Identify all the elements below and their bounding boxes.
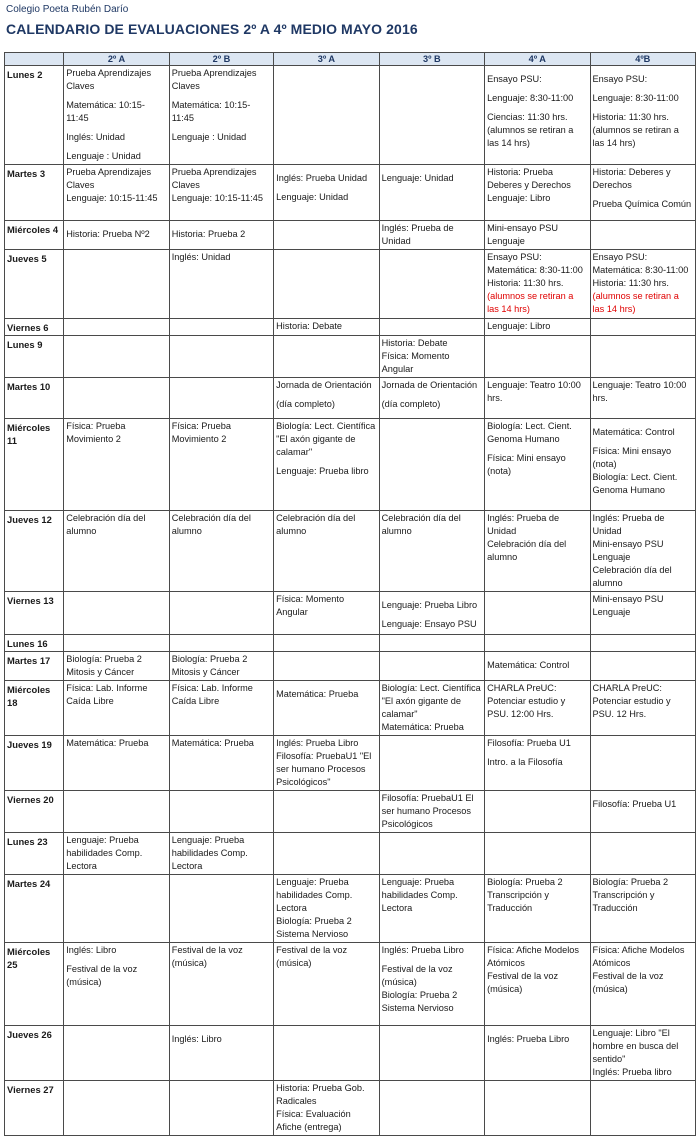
evaluation-cell [64, 336, 169, 378]
evaluation-cell [64, 419, 169, 511]
evaluation-text: Festival de la voz (música) [171, 945, 243, 968]
evaluation-cell [485, 165, 590, 221]
evaluation-cell [590, 791, 695, 833]
evaluation-cell [485, 681, 590, 736]
evaluation-cell [169, 1081, 273, 1136]
evaluation-cell [379, 1026, 484, 1081]
evaluation-text: Jornada de Orientación [276, 380, 372, 390]
evaluation-text: Historia: Debate [381, 338, 448, 348]
evaluation-text: Inglés: Prueba Libro [381, 945, 464, 955]
evaluation-cell [169, 875, 273, 943]
evaluation-cell [64, 652, 169, 681]
evaluation-cell [169, 736, 273, 791]
day-label: Jueves 19 [5, 736, 64, 791]
evaluation-text: Lenguaje: 10:15-11:45 [171, 193, 263, 203]
table-row [5, 221, 696, 250]
evaluation-text: Matemática: 8:30-11:00 [487, 265, 583, 275]
evaluation-text: Física: Mini ensayo (nota) [592, 446, 672, 469]
warning-text: (alumnos se retiran a las 14 hrs) [487, 291, 574, 314]
evaluation-text: Física: Lab. Informe Caída Libre [171, 683, 253, 706]
evaluation-cell [64, 833, 169, 875]
evaluation-text: Inglés: Prueba Libro [487, 1034, 570, 1044]
column-header-course: 2º B [169, 53, 273, 66]
evaluation-cell [274, 736, 379, 791]
evaluation-text: Festival de la voz (música) [592, 971, 664, 994]
evaluation-text: Inglés: Libro [171, 1034, 222, 1044]
day-label: Lunes 2 [5, 66, 64, 165]
evaluation-cell [485, 250, 590, 319]
evaluation-text: Matemática: 10:15-11:45 [66, 100, 145, 123]
evaluation-text: Ensayo PSU: [487, 74, 542, 84]
evaluation-cell [379, 943, 484, 1026]
evaluation-text: Matemática: 8:30-11:00 [592, 265, 689, 275]
evaluation-cell [274, 875, 379, 943]
evaluation-text: Lenguaje: Ensayo PSU [381, 619, 477, 629]
evaluation-cell [485, 592, 590, 635]
evaluation-cell [169, 1026, 273, 1081]
evaluation-text: Lenguaje: Unidad [381, 173, 454, 183]
evaluation-cell [64, 319, 169, 336]
evaluation-text: Historia: 11:30 hrs. [592, 278, 669, 288]
evaluation-text: Matemática: 10:15-11:45 [171, 100, 251, 123]
page-title: CALENDARIO DE EVALUACIONES 2º A 4º MEDIO MAYO 2016 [6, 21, 418, 37]
evaluation-text: Matemática: Prueba [66, 738, 149, 748]
table-row [5, 511, 696, 592]
evaluation-cell [274, 635, 379, 652]
evaluation-cell [64, 1081, 169, 1136]
evaluation-text: Lenguaje: Libro "El hombre en busca del sentido" [592, 1028, 679, 1064]
evaluation-text: Festival de la voz (música) [276, 945, 348, 968]
evaluation-cell [274, 221, 379, 250]
evaluation-text: Celebración día del alumno [171, 513, 251, 536]
evaluation-text: Biología: Prueba 2 Mitosis y Cáncer [171, 654, 248, 677]
day-label: Lunes 23 [5, 833, 64, 875]
evaluation-cell [64, 875, 169, 943]
evaluation-text: Inglés: Prueba Libro [276, 738, 359, 748]
table-row [5, 336, 696, 378]
day-label: Martes 17 [5, 652, 64, 681]
evaluation-cell [590, 943, 695, 1026]
evaluation-text: Celebración día del alumno [487, 539, 567, 562]
evaluation-cell [64, 250, 169, 319]
evaluation-text: Matemática: Prueba [171, 738, 254, 748]
evaluation-text: Lenguaje: Prueba habilidades Comp. Lectora [276, 877, 353, 913]
evaluation-text: Lenguaje: 8:30-11:00 [592, 93, 679, 103]
evaluation-text: Biología: Prueba 2 Transcripción y Traducción [592, 877, 669, 913]
evaluation-cell [64, 736, 169, 791]
evaluation-text: Biología: Lect. Científica "El axón gigante de calamar" [381, 683, 481, 719]
table-row [5, 378, 696, 419]
evaluation-cell [64, 791, 169, 833]
evaluation-text: Lenguaje : Unidad [171, 132, 247, 142]
evaluation-text: Inglés: Prueba de Unidad [487, 513, 560, 536]
table-row [5, 635, 696, 652]
table-row [5, 736, 696, 791]
evaluation-cell [590, 165, 695, 221]
evaluation-text: Intro. a la Filosofía [487, 757, 563, 767]
column-header-course: 3º B [379, 53, 484, 66]
evaluation-cell [274, 250, 379, 319]
evaluation-cell [169, 378, 273, 419]
evaluation-text: Prueba Aprendizajes Claves [171, 68, 257, 91]
evaluation-cell [590, 419, 695, 511]
school-name: Colegio Poeta Rubén Darío [6, 4, 129, 15]
evaluation-cell [169, 791, 273, 833]
evaluation-cell [590, 221, 695, 250]
evaluation-text: Jornada de Orientación [381, 380, 478, 390]
evaluation-cell [590, 66, 695, 165]
evaluation-cell [485, 652, 590, 681]
evaluation-text: Historia: Prueba 2 [171, 229, 246, 239]
evaluation-cell [64, 1026, 169, 1081]
evaluation-text: Inglés: Prueba Unidad [276, 173, 368, 183]
evaluation-text: Lenguaje: Prueba libro [276, 466, 369, 476]
day-label: Miércoles 25 [5, 943, 64, 1026]
evaluation-text: Mini-ensayo PSU Lenguaje [592, 539, 664, 562]
evaluation-text: Biología: Lect. Cient. Genoma Humano [487, 421, 572, 444]
day-label: Viernes 20 [5, 791, 64, 833]
evaluation-text: Física: Afiche Modelos Atómicos [592, 945, 685, 968]
evaluation-text: Celebración día del alumno [276, 513, 356, 536]
evaluation-cell [379, 66, 484, 165]
calendar-table [4, 52, 696, 1136]
evaluation-cell [274, 943, 379, 1026]
evaluation-text: Biología: Lect. Científica "El axón gigante de calamar" [276, 421, 376, 457]
evaluation-text: CHARLA PreUC: Potenciar estudio y PSU. 12:00 Hrs. [487, 683, 566, 719]
evaluation-cell [64, 681, 169, 736]
evaluation-cell [379, 875, 484, 943]
table-row [5, 943, 696, 1026]
evaluation-cell [379, 1081, 484, 1136]
evaluation-cell [64, 943, 169, 1026]
evaluation-text: Ensayo PSU: [592, 252, 648, 262]
day-label: Miércoles 4 [5, 221, 64, 250]
evaluation-text: Biología: Prueba 2 Sistema Nervioso [276, 916, 352, 939]
day-label: Miércoles 11 [5, 419, 64, 511]
evaluation-cell [274, 652, 379, 681]
evaluation-text: Inglés: Unidad [171, 252, 231, 262]
evaluation-text: Festival de la voz (música) [66, 964, 138, 987]
day-label: Jueves 26 [5, 1026, 64, 1081]
evaluation-text: Festival de la voz (música) [487, 971, 559, 994]
column-header-day [5, 53, 64, 66]
column-header-row [5, 53, 696, 66]
evaluation-text: Ensayo PSU: [592, 74, 648, 84]
day-label: Jueves 12 [5, 511, 64, 592]
evaluation-text: Biología: Prueba 2 Sistema Nervioso [381, 990, 458, 1013]
evaluation-text: Celebración día del alumno [66, 513, 146, 536]
evaluation-cell [169, 250, 273, 319]
evaluation-cell [274, 319, 379, 336]
evaluation-text: Física: Afiche Modelos Atómicos [487, 945, 579, 968]
evaluation-text: Prueba Aprendizajes Claves [171, 167, 257, 190]
evaluation-cell [590, 250, 695, 319]
column-header-course: 3º A [274, 53, 379, 66]
calendar-body [5, 66, 696, 1136]
evaluation-cell [274, 1081, 379, 1136]
evaluation-cell [590, 652, 695, 681]
column-header-course: 2º A [64, 53, 169, 66]
evaluation-cell [485, 736, 590, 791]
evaluation-text: Historia: Debate [276, 321, 343, 331]
day-label: Viernes 13 [5, 592, 64, 635]
day-label: Miércoles 18 [5, 681, 64, 736]
evaluation-cell [274, 833, 379, 875]
evaluation-cell [169, 165, 273, 221]
evaluation-text: (día completo) [381, 399, 441, 409]
evaluation-text: Lenguaje: Libro [487, 193, 551, 203]
evaluation-text: Lenguaje: 10:15-11:45 [66, 193, 158, 203]
evaluation-text: Celebración día del alumno [592, 565, 672, 588]
evaluation-text: Filosofía: Prueba U1 [487, 738, 571, 748]
evaluation-text: Biología: Prueba 2 Transcripción y Traducción [487, 877, 563, 913]
evaluation-cell [485, 1026, 590, 1081]
evaluation-text: Biología: Lect. Cient. Genoma Humano [592, 472, 678, 495]
evaluation-text: Inglés: Unidad [66, 132, 125, 142]
evaluation-cell [590, 592, 695, 635]
evaluation-text: Matemática: Prueba [276, 689, 359, 699]
evaluation-text: Lenguaje : Unidad [66, 151, 141, 161]
table-row [5, 875, 696, 943]
evaluation-cell [485, 419, 590, 511]
day-label: Viernes 6 [5, 319, 64, 336]
evaluation-cell [485, 875, 590, 943]
evaluation-cell [485, 319, 590, 336]
evaluation-cell [590, 511, 695, 592]
evaluation-text: Física: Lab. Informe Caída Libre [66, 683, 148, 706]
evaluation-cell [64, 66, 169, 165]
evaluation-cell [169, 419, 273, 511]
evaluation-cell [485, 635, 590, 652]
day-label: Martes 10 [5, 378, 64, 419]
evaluation-text: Lenguaje: Prueba habilidades Comp. Lectora [381, 877, 458, 913]
evaluation-cell [485, 943, 590, 1026]
evaluation-cell [169, 221, 273, 250]
evaluation-cell [590, 378, 695, 419]
column-header-course: 4º A [485, 53, 590, 66]
evaluation-cell [590, 319, 695, 336]
evaluation-cell [379, 635, 484, 652]
evaluation-cell [64, 165, 169, 221]
evaluation-cell [379, 511, 484, 592]
evaluation-cell [64, 378, 169, 419]
evaluation-text: Ciencias: 11:30 hrs. (alumnos se retiran a las 14 hrs) [487, 112, 574, 148]
evaluation-text: Mini-ensayo PSU Lenguaje [592, 594, 664, 617]
evaluation-cell [274, 336, 379, 378]
evaluation-text: Celebración día del alumno [381, 513, 461, 536]
column-header-course: 4ºB [590, 53, 695, 66]
evaluation-cell [590, 336, 695, 378]
evaluation-text: Física: Momento Angular [381, 351, 450, 374]
evaluation-text: Prueba Aprendizajes Claves [66, 68, 152, 91]
evaluation-cell [169, 833, 273, 875]
evaluation-cell [64, 511, 169, 592]
evaluation-cell [485, 833, 590, 875]
evaluation-cell [485, 221, 590, 250]
evaluation-text: Historia: 11:30 hrs. [487, 278, 564, 288]
evaluation-cell [379, 336, 484, 378]
evaluation-text: Biología: Prueba 2 Mitosis y Cáncer [66, 654, 142, 677]
evaluation-text: Matemática: Prueba [381, 722, 464, 732]
evaluation-text: Lenguaje: Unidad [276, 192, 349, 202]
evaluation-cell [590, 736, 695, 791]
evaluation-text: Historia: Prueba Deberes y Derechos [487, 167, 571, 190]
table-row [5, 165, 696, 221]
evaluation-text: Ensayo PSU: [487, 252, 542, 262]
table-row [5, 833, 696, 875]
evaluation-text: Física: Prueba Movimiento 2 [171, 421, 231, 444]
evaluation-text: Lenguaje: Libro [487, 321, 551, 331]
evaluation-cell [169, 336, 273, 378]
evaluation-cell [379, 592, 484, 635]
evaluation-text: Física: Prueba Movimiento 2 [66, 421, 126, 444]
evaluation-text: Lenguaje: Teatro 10:00 hrs. [487, 380, 581, 403]
evaluation-text: Mini-ensayo PSU Lenguaje [487, 223, 559, 246]
evaluation-cell [274, 791, 379, 833]
evaluation-cell [64, 592, 169, 635]
evaluation-cell [590, 681, 695, 736]
evaluation-text: Inglés: Prueba libro [592, 1067, 672, 1077]
evaluation-cell [274, 378, 379, 419]
evaluation-text: Inglés: Libro [66, 945, 117, 955]
evaluation-cell [379, 833, 484, 875]
evaluation-text: Historia: Prueba Nº2 [66, 229, 150, 239]
evaluation-cell [169, 66, 273, 165]
evaluation-cell [485, 511, 590, 592]
evaluation-cell [274, 592, 379, 635]
evaluation-cell [169, 652, 273, 681]
table-row [5, 791, 696, 833]
table-row [5, 419, 696, 511]
evaluation-cell [379, 652, 484, 681]
evaluation-text: Prueba Química Común [592, 199, 692, 209]
table-row [5, 250, 696, 319]
table-row [5, 319, 696, 336]
evaluation-text: Filosofía: Prueba U1 [592, 799, 677, 809]
day-label: Lunes 9 [5, 336, 64, 378]
evaluation-cell [590, 635, 695, 652]
day-label: Martes 24 [5, 875, 64, 943]
evaluation-text: Lenguaje: Teatro 10:00 hrs. [592, 380, 687, 403]
evaluation-cell [379, 250, 484, 319]
evaluation-cell [379, 319, 484, 336]
evaluation-cell [590, 833, 695, 875]
evaluation-cell [274, 66, 379, 165]
evaluation-cell [274, 419, 379, 511]
evaluation-text: Inglés: Prueba de Unidad [381, 223, 454, 246]
evaluation-text: Historia: Prueba Gob. Radicales [276, 1083, 365, 1106]
day-label: Martes 3 [5, 165, 64, 221]
evaluation-text: Física: Mini ensayo (nota) [487, 453, 566, 476]
evaluation-text: Lenguaje: Prueba habilidades Comp. Lectora [66, 835, 143, 871]
evaluation-cell [169, 635, 273, 652]
evaluation-cell [485, 1081, 590, 1136]
day-label: Lunes 16 [5, 635, 64, 652]
evaluation-text: Festival de la voz (música) [381, 964, 453, 987]
warning-text: (alumnos se retiran a las 14 hrs) [592, 291, 679, 314]
evaluation-cell [379, 221, 484, 250]
table-row [5, 681, 696, 736]
evaluation-text: Prueba Aprendizajes Claves [66, 167, 152, 190]
evaluation-cell [485, 378, 590, 419]
evaluation-text: Física: Momento Angular [276, 594, 345, 617]
table-row [5, 652, 696, 681]
evaluation-text: Filosofía: PruebaU1 "El ser humano Procesos Psicológicos" [276, 751, 372, 787]
evaluation-cell [169, 681, 273, 736]
evaluation-cell [485, 791, 590, 833]
evaluation-cell [485, 336, 590, 378]
evaluation-text: Matemática: Control [487, 660, 570, 670]
evaluation-cell [274, 165, 379, 221]
table-row [5, 592, 696, 635]
evaluation-cell [590, 1026, 695, 1081]
evaluation-text: Matemática: Control [592, 427, 675, 437]
evaluation-cell [169, 319, 273, 336]
evaluation-cell [274, 511, 379, 592]
evaluation-cell [169, 592, 273, 635]
evaluation-text: CHARLA PreUC: Potenciar estudio y PSU. 12 Hrs. [592, 683, 671, 719]
evaluation-cell [485, 66, 590, 165]
table-row [5, 1081, 696, 1136]
evaluation-text: Lenguaje: Prueba habilidades Comp. Lectora [171, 835, 248, 871]
evaluation-cell [169, 943, 273, 1026]
table-row [5, 1026, 696, 1081]
day-label: Jueves 5 [5, 250, 64, 319]
evaluation-cell [169, 511, 273, 592]
evaluation-cell [590, 875, 695, 943]
evaluation-text: Lenguaje: 8:30-11:00 [487, 93, 574, 103]
evaluation-cell [379, 378, 484, 419]
table-row [5, 66, 696, 165]
evaluation-text: (día completo) [276, 399, 335, 409]
evaluation-text: Historia: 11:30 hrs. (alumnos se retiran a las 14 hrs) [592, 112, 679, 148]
evaluation-text: Filosofía: PruebaU1 El ser humano Procesos Psicológicos [381, 793, 474, 829]
evaluation-text: Lenguaje: Prueba Libro [381, 600, 478, 610]
evaluation-text: Física: Evaluación Afiche (entrega) [276, 1109, 351, 1132]
evaluation-text: Inglés: Prueba de Unidad [592, 513, 665, 536]
day-label: Viernes 27 [5, 1081, 64, 1136]
evaluation-text: Historia: Deberes y Derechos [592, 167, 671, 190]
evaluation-cell [379, 419, 484, 511]
evaluation-cell [379, 165, 484, 221]
evaluation-cell [274, 681, 379, 736]
evaluation-cell [379, 736, 484, 791]
evaluation-cell [379, 791, 484, 833]
evaluation-cell [274, 1026, 379, 1081]
evaluation-cell [64, 221, 169, 250]
evaluation-cell [590, 1081, 695, 1136]
evaluation-cell [379, 681, 484, 736]
evaluation-cell [64, 635, 169, 652]
